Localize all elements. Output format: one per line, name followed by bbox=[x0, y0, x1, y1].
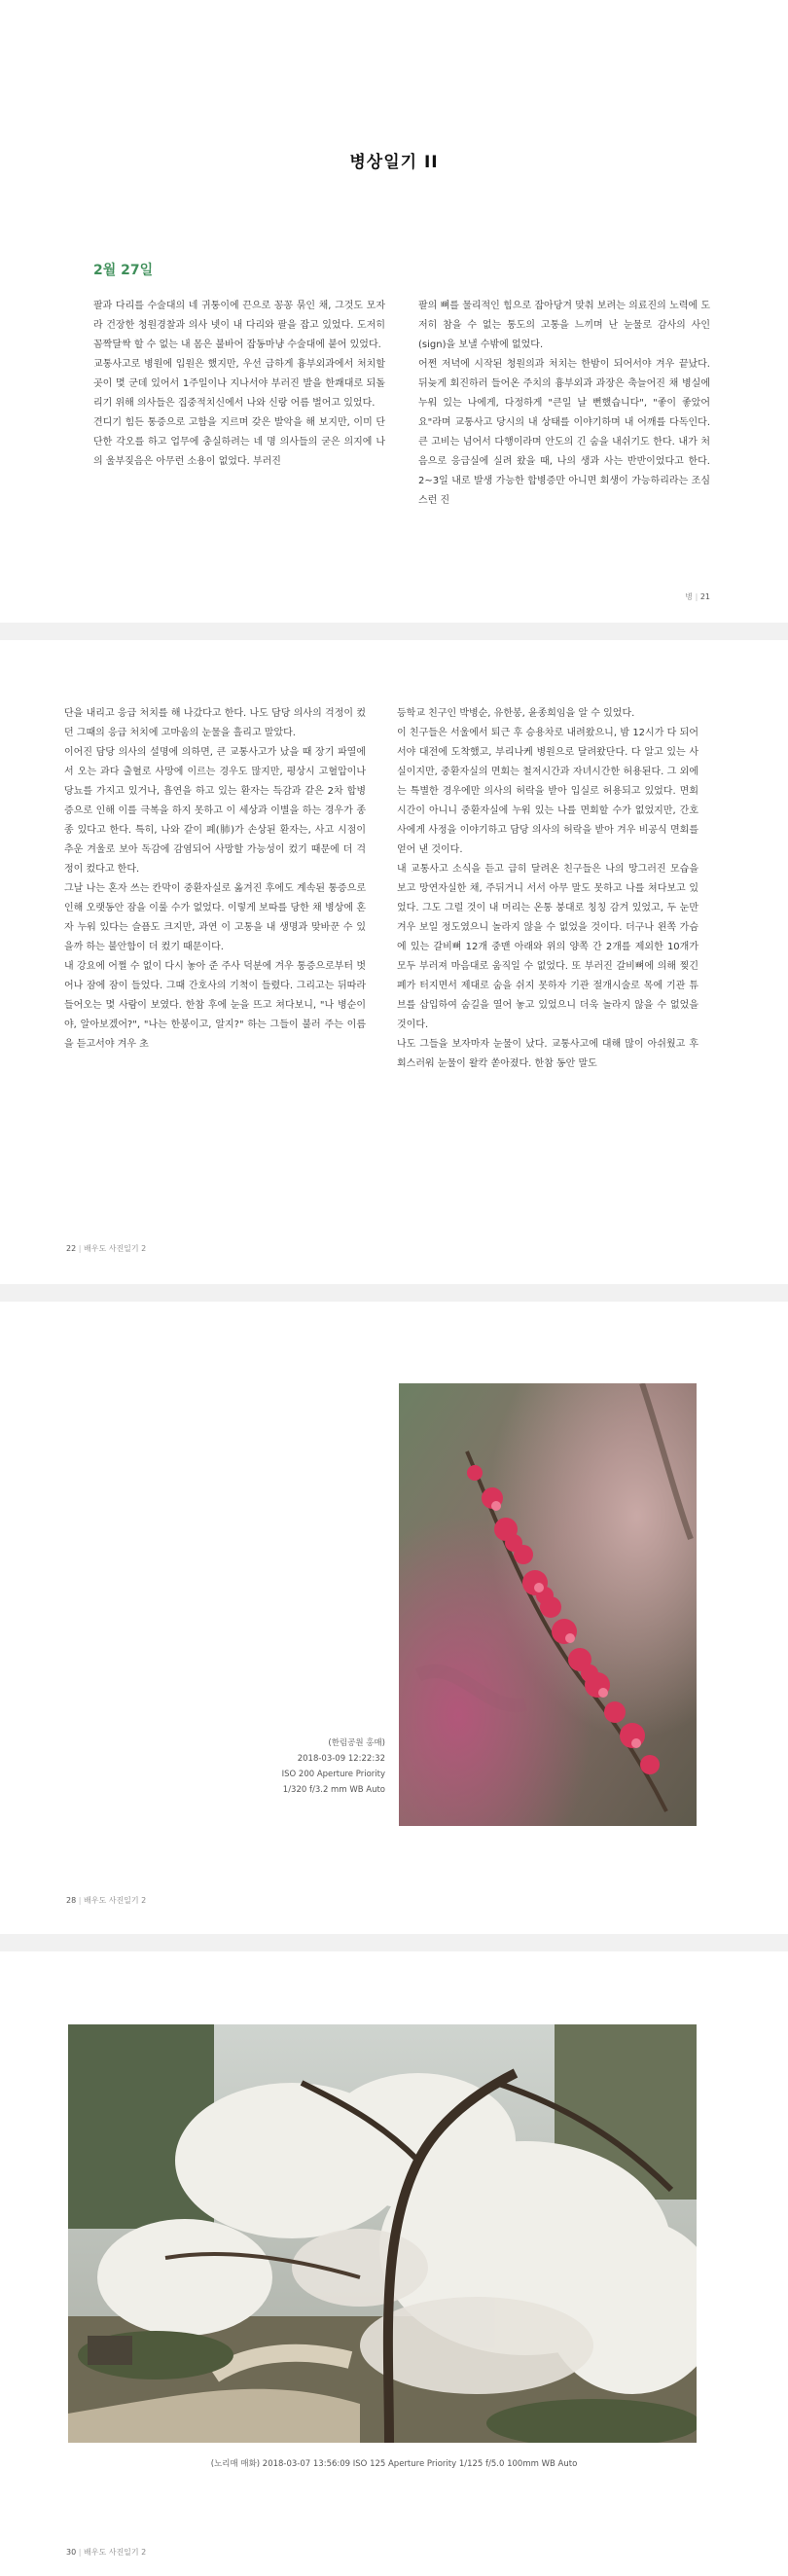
paragraph: 견디기 힘든 통증으로 고함을 지르며 갖은 발악을 해 보지만, 이미 단단한 각오를 하고 업무에 충실하려는 네 명 의사들의 굳은 의지에 나의 울부짖음은 아무런 소용이 없었다. 부러진 bbox=[93, 417, 385, 467]
page-divider bbox=[0, 623, 788, 640]
page-2 bbox=[0, 640, 788, 1284]
folio-text: 배우도 사진일기 2 bbox=[83, 1896, 147, 1905]
page-folio: 병 | 21 bbox=[685, 592, 710, 601]
page2-left-column bbox=[64, 704, 366, 1055]
caption-line: 2018-03-09 12:22:32 bbox=[297, 1754, 385, 1764]
page-folio: 28 | 배우도 사진일기 2 bbox=[66, 1896, 147, 1905]
page-number: 30 bbox=[66, 2548, 77, 2557]
paragraph: 팔의 뼈를 물리적인 힘으로 잡아당겨 맞춰 보려는 의료진의 노력에 도저히 참을 수 없는 통도의 고통을 느끼며 난 눈물로 감사의 사인(sign)을 보낼 수밖에 없었다. bbox=[418, 301, 710, 350]
paragraph: 이 친구들은 서울에서 퇴근 후 승용차로 내려왔으니, 밤 12시가 다 되어서야 대전에 도착했고, 부리나케 병원으로 달려왔단다. 다 알고 있는 사실이지만, 중환자실의 면회는 철저시간과 자녀시간한 허용된다. 그 외에는 특별한 경우에만 의사의 허락을 받아 입실로 허용되고 있었다. 면회 시간이 아니니 중환자실에 누워 있는 나를 면회할 수가 없었지만, 간호사에게 사정을 이야기하고 담당 의사의 허락을 받아 겨우 비공식 면회를 얻어 낸 것이다. bbox=[397, 728, 698, 855]
page-number: 22 bbox=[66, 1244, 77, 1253]
page-divider bbox=[0, 1934, 788, 1951]
white-blossom-garden-illustration bbox=[68, 2024, 697, 2443]
page-4 bbox=[0, 1951, 788, 2576]
paragraph: 등학교 친구인 박병순, 유한봉, 윤종희임을 알 수 있었다. bbox=[397, 708, 635, 719]
paragraph: 단을 내리고 응급 처치를 해 나갔다고 한다. 나도 담당 의사의 걱정이 컸던 그때의 응급 처치에 고마움의 눈물을 흘리고 말았다. bbox=[64, 708, 366, 738]
page-divider bbox=[0, 1284, 788, 1302]
page-folio: 30 | 배우도 사진일기 2 bbox=[66, 2548, 147, 2557]
paragraph: 이어진 담당 의사의 설명에 의하면, 큰 교통사고가 났을 때 장기 파열에서 오는 과다 출혈로 사망에 이르는 경우도 많지만, 평상시 고혈압이나 당뇨를 가지고 있거나, 흡연을 하고 있는 환자는 득감과 같은 2차 합병증으로 인해 이를 극복을 하지 못하고 이 세상과 이별을 하는 경우가 종종 있다고 한다. 특히, 나와 같이 폐(肺)가 손상된 환자는, 사고 시점이 추운 겨울로 보아 독감에 감염되어 사망할 가능성이 컸기 때문에 더 걱정이 컸다고 한다. bbox=[64, 747, 366, 875]
page1-right-column bbox=[418, 297, 710, 511]
date-heading: 2월 27일 bbox=[93, 263, 154, 278]
caption-line: 1/320 f/3.2 mm WB Auto bbox=[282, 1785, 385, 1795]
paragraph: 나도 그들을 보자마자 눈물이 났다. 교통사고에 대해 많이 아쉬웠고 후회스러워 눈물이 왈칵 쏟아졌다. 한참 동안 말도 bbox=[397, 1039, 698, 1069]
page-number: 21 bbox=[699, 592, 710, 601]
caption-line: (한림공원 홍매) bbox=[328, 1738, 385, 1748]
plum-blossom-photo bbox=[399, 1383, 697, 1826]
photo-caption: (노리매 매화) 2018-03-07 13:56:09 ISO 125 Aperture Priority 1/125 f/5.0 100mm WB Auto bbox=[210, 2459, 578, 2469]
page2-right-column bbox=[397, 704, 698, 1074]
paragraph: 팔과 다리를 수술대의 네 귀퉁이에 끈으로 꽁꽁 묶인 채, 그것도 모자라 건장한 청원경찰과 의사 넷이 내 다리와 팔을 잡고 있었다. 도저히 꼼짝달싹 할 수 없는 내 몸은 불바어 잡동마냥 수술대에 붙어 있었다. bbox=[93, 301, 385, 350]
paragraph: 내 교통사고 소식을 듣고 급히 달려온 친구들은 나의 망그러진 모습을 보고 망연자실한 채, 주뒤거니 서서 아무 말도 못하고 나를 쳐다보고 있었다. 그도 그럴 것이 내 머리는 온통 붕대로 칭칭 감겨 있었고, 두 눈만 겨우 보일 정도였으니 놀라지 않을 수 없었을 것이다. 더구나 왼쪽 가슴에 있는 갈비뼈 12개 중맨 아래와 위의 양쪽 간 2개를 제외한 10개가 모두 부러져 마음대로 움직일 수 없었다. 또 부러진 갈비뼈에 의해 찢긴 폐가 터지면서 제대로 숨을 쉬지 못하자 기관 절개시술로 목에 기관 튜브를 삽입하여 숨길을 열어 놓고 있었으니 더욱 놀라지 않을 수 없었을 것이다. bbox=[397, 864, 698, 1030]
folio-text: 병 bbox=[685, 592, 694, 601]
page-number: 28 bbox=[66, 1896, 77, 1905]
white-plum-garden-photo bbox=[68, 2024, 697, 2443]
folio-text: 배우도 사진일기 2 bbox=[83, 1244, 147, 1253]
paragraph: 어쩐 저녁에 시작된 청원의과 처치는 한밤이 되어서야 겨우 끝났다. 뒤늦게 회진하러 들어온 주치의 흉부외과 과장은 축늘어진 채 병실에 누워 있는 나에게, 다정하게 "큰일 날 뻔했습니다", "좋이 좋았어요"라며 교통사고 당시의 내 상태를 이야기하며 내 어깨를 다독인다. 큰 고비는 넘어서 다행이라며 안도의 긴 숨을 내쉬기도 한다. 내가 처음으로 응급실에 실려 왔을 때, 나의 생과 사는 반반이었다고 한다. 2~3일 내로 발생 가능한 합병증만 아니면 회생이 가능하리라는 조심스런 진 bbox=[418, 359, 710, 506]
page-folio: 22 | 배우도 사진일기 2 bbox=[66, 1244, 147, 1253]
paragraph: 그날 나는 혼자 쓰는 칸막이 중환자실로 옮겨진 후에도 계속된 통증으로 인해 오랫동안 잠을 이룰 수가 없었다. 이렇게 보따를 당한 채 병상에 혼자 누워 있다는 슬픔도 크지만, 과연 이 고통을 내 생명과 맞바꾼 수 있을까 하는 불안함이 더 컸기 때문이다. bbox=[64, 883, 366, 952]
photo-caption bbox=[230, 1735, 385, 1798]
paragraph: 내 강요에 어쩔 수 없이 다시 놓아 준 주사 덕분에 겨우 통증으로부터 벗어나 잠에 잠이 들었다. 그때 간호사의 기척이 들렸다. 그리고는 뒤따라 들어오는 몇 사람이 보였다. 한참 후에 눈을 뜨고 쳐다보니, "나 병순이야, 알아보겠어?", "나는 한봉이고, 알지?" 하는 그들이 불러 주는 이름을 듣고서야 겨우 초 bbox=[64, 961, 366, 1050]
folio-text: 배우도 사진일기 2 bbox=[83, 2548, 147, 2557]
paragraph: 교통사고로 병원에 입원은 했지만, 우선 급하게 흉부외과에서 처치할 곳이 몇 군데 있어서 1주일이나 지나서야 부러진 발을 한쾌대로 되돌리기 위해 의사들은 집중적치신에서 나와 신랑 어름 벌어고 있었다. bbox=[93, 359, 385, 409]
pink-blossom-illustration bbox=[399, 1383, 697, 1826]
caption-line: ISO 200 Aperture Priority bbox=[281, 1770, 385, 1779]
page-3 bbox=[0, 1302, 788, 1934]
page-title: 병상일기 II bbox=[349, 153, 439, 172]
page1-left-column bbox=[93, 297, 385, 472]
page-1 bbox=[0, 0, 788, 623]
